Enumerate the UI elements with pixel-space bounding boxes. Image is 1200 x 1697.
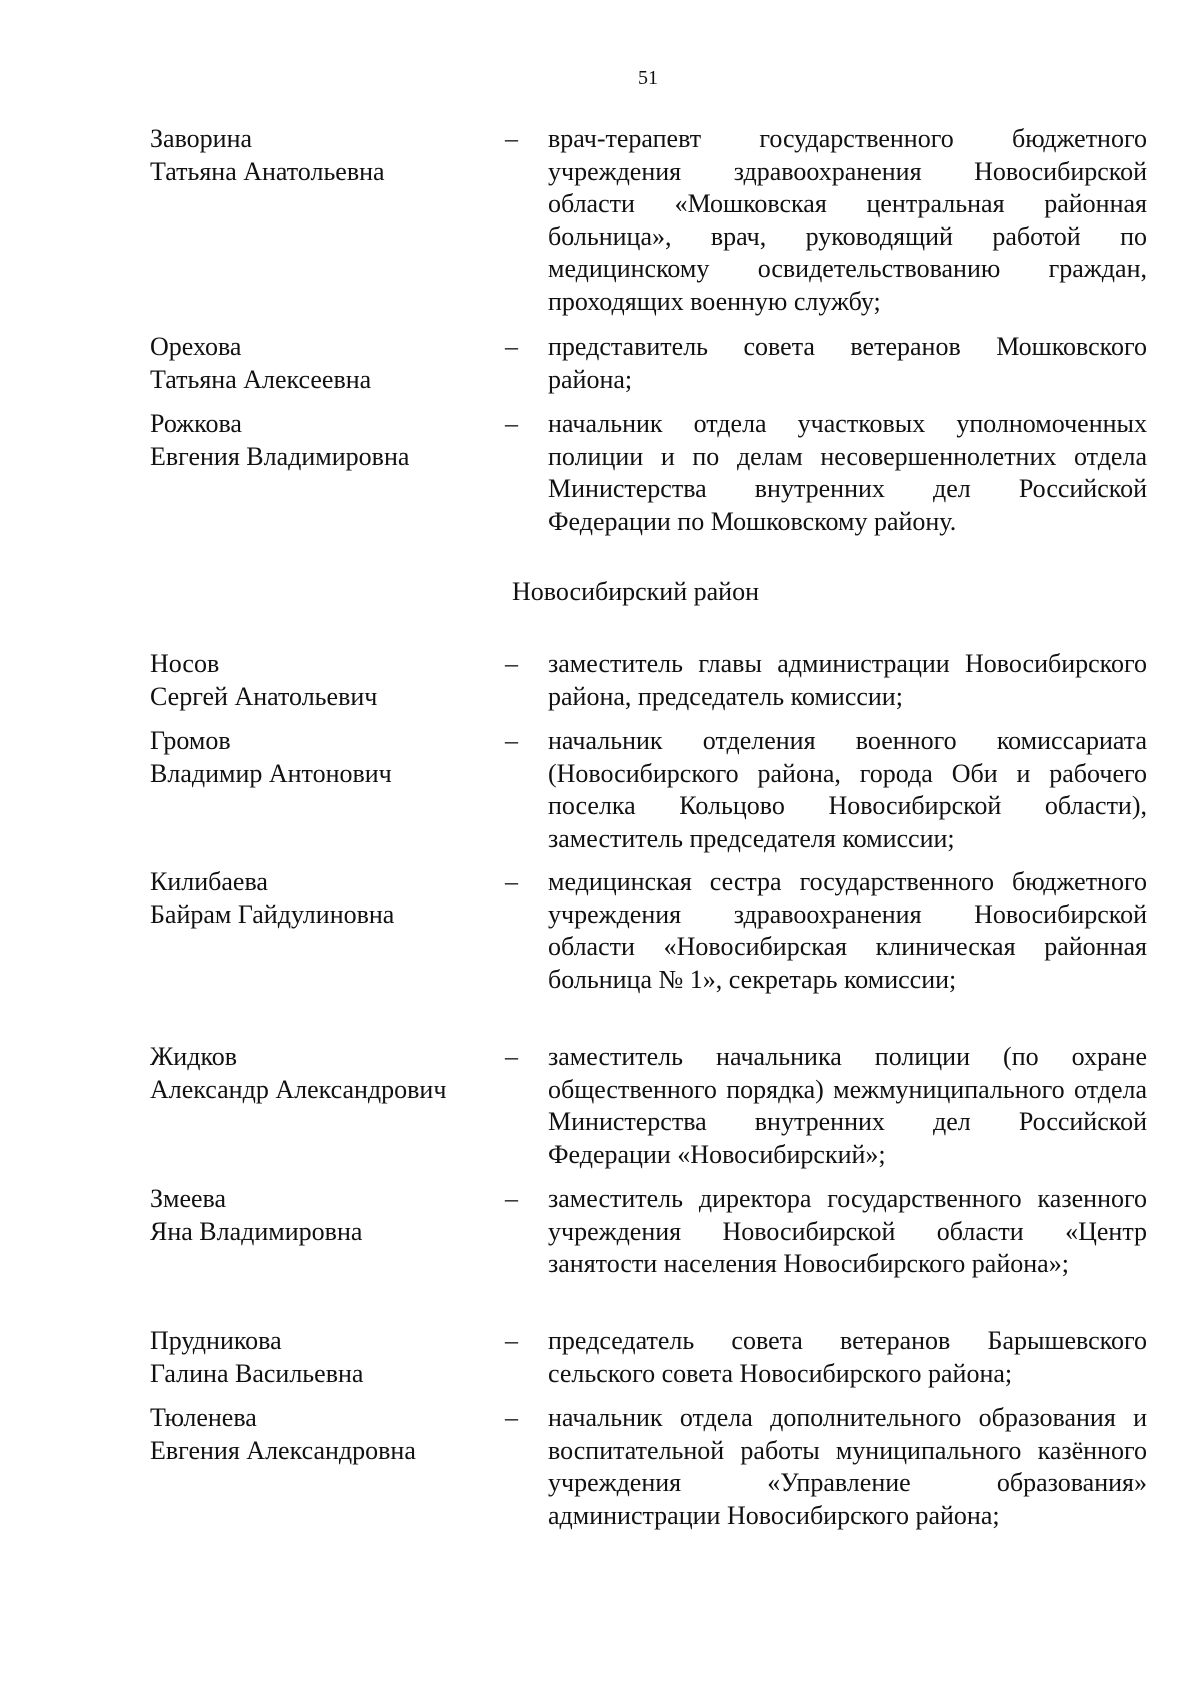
member-given-names: Александр Александрович: [150, 1074, 447, 1104]
member-surname: Заворина: [150, 124, 253, 153]
member-role: заместитель главы администрации Новосибирского района, председатель комиссии;: [548, 649, 1147, 711]
member-role: начальник отдела дополнительного образования и воспитательной работы муниципального казённого учреждения «Управление образования» администрации Новосибирского района;: [548, 1403, 1147, 1530]
list-item: [150, 1325, 1150, 1390]
member-given-names: Татьяна Анатольевна: [150, 156, 385, 186]
member-surname: Килибаева: [150, 867, 268, 896]
member-surname: Прудникова: [150, 1326, 282, 1355]
member-given-names: Байрам Гайдулиновна: [150, 899, 395, 929]
dash-separator: –: [505, 649, 518, 678]
member-name: [150, 1041, 510, 1106]
list-item: [150, 866, 1150, 994]
list-item: [150, 1041, 1150, 1169]
dash-separator: –: [505, 867, 518, 896]
dash-separator: –: [505, 1184, 518, 1213]
member-given-names: Евгения Александровна: [150, 1435, 416, 1465]
dash-separator: –: [505, 124, 518, 153]
member-given-names: Галина Васильевна: [150, 1358, 364, 1388]
member-name: [150, 408, 510, 473]
list-item: [150, 1183, 1150, 1278]
member-given-names: Яна Владимировна: [150, 1216, 363, 1246]
member-surname: Орехова: [150, 332, 242, 361]
dash-separator: –: [505, 1403, 518, 1432]
list-item: [150, 1402, 1150, 1530]
member-surname: Громов: [150, 726, 231, 755]
member-name: [150, 1183, 510, 1248]
list-item: [150, 408, 1150, 536]
member-role: заместитель начальника полиции (по охране общественного порядка) межмуниципального отдела Министерства внутренних дел Российской Федерации «Новосибирский»;: [548, 1042, 1147, 1169]
dash-separator: –: [505, 726, 518, 755]
member-name: [150, 1325, 510, 1390]
member-surname: Змеева: [150, 1184, 227, 1213]
member-name: [150, 331, 510, 396]
dash-separator: –: [505, 1326, 518, 1355]
list-item: [150, 331, 1150, 396]
member-name: [150, 725, 510, 790]
dash-separator: –: [505, 409, 518, 438]
list-item: [150, 123, 1150, 316]
member-role: заместитель директора государственного казенного учреждения Новосибирской области «Центр занятости населения Новосибирского района»;: [548, 1184, 1147, 1278]
list-item: [150, 725, 1150, 853]
member-surname: Жидков: [150, 1042, 238, 1071]
member-surname: Носов: [150, 649, 220, 678]
member-given-names: Татьяна Алексеевна: [150, 364, 372, 394]
member-name: [150, 1402, 510, 1467]
member-role: председатель совета ветеранов Барышевского сельского совета Новосибирского района;: [548, 1326, 1147, 1388]
member-name: [150, 123, 510, 188]
member-role: начальник отдела участковых уполномоченных полиции и по делам несовершеннолетних отдела Министерства внутренних дел Российской Федерации по Мошковскому району.: [548, 409, 1147, 536]
member-given-names: Сергей Анатольевич: [150, 681, 378, 711]
member-surname: Тюленева: [150, 1403, 257, 1432]
member-name: [150, 648, 510, 713]
member-given-names: Владимир Антонович: [150, 758, 392, 788]
member-given-names: Евгения Владимировна: [150, 441, 410, 471]
section-heading: Новосибирский район: [512, 577, 759, 606]
member-name: [150, 866, 510, 931]
dash-separator: –: [505, 332, 518, 361]
member-surname: Рожкова: [150, 409, 242, 438]
member-role: медицинская сестра государственного бюджетного учреждения здравоохранения Новосибирской области «Новосибирская клиническая районная больница № 1», секретарь комиссии;: [548, 867, 1147, 994]
dash-separator: –: [505, 1042, 518, 1071]
member-role: представитель совета ветеранов Мошковского района;: [548, 332, 1147, 394]
page-number: 51: [638, 67, 658, 89]
member-role: начальник отделения военного комиссариата (Новосибирского района, города Оби и рабочего поселка Кольцово Новосибирской области), заместитель председателя комиссии;: [548, 726, 1147, 853]
list-item: [150, 648, 1150, 713]
member-role: врач-терапевт государственного бюджетного учреждения здравоохранения Новосибирской области «Мошковская центральная районная больница», врач, руководящий работой по медицинскому освидетельствованию граждан, проходящих военную службу;: [548, 124, 1147, 316]
